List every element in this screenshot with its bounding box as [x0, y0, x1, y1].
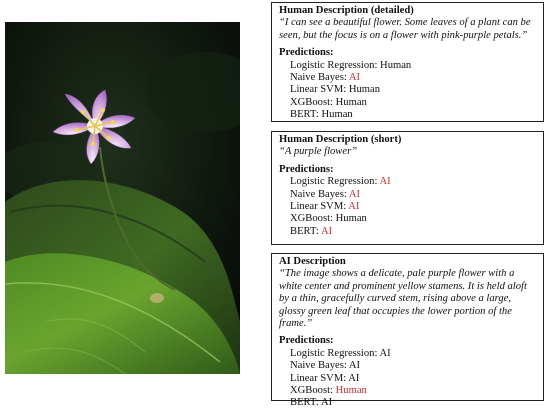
predictions-list — [279, 348, 536, 410]
predictions-list — [279, 176, 536, 238]
panel-ai-description — [271, 253, 544, 409]
description-quote: “The image shows a delicate, pale purple flower with a white center and prominent yellow stamens. It is held aloft by a thin, gracefully curved stem, rising above a large, glossy green leaf that occupies the lower portion of the frame.” — [279, 268, 527, 330]
prediction-row — [290, 189, 536, 201]
prediction-row — [290, 97, 536, 109]
predictions-title: Predictions: — [279, 47, 334, 59]
model-name: Linear SVM: — [290, 84, 347, 96]
prediction-row — [290, 385, 536, 397]
model-name: Naive Bayes: — [290, 360, 347, 372]
prediction-row — [290, 176, 536, 188]
model-name: Linear SVM: — [290, 372, 347, 384]
model-name: BERT: — [290, 225, 319, 237]
flower-photo — [5, 22, 240, 374]
prediction-label-wrong: AI — [348, 72, 361, 84]
prediction-row — [290, 360, 536, 372]
model-name: Naive Bayes: — [290, 72, 347, 84]
panel-human-short — [271, 131, 544, 245]
prediction-label: AI — [348, 360, 361, 372]
model-name: XGBoost: — [290, 96, 333, 108]
model-name: XGBoost: — [290, 385, 333, 397]
prediction-label-wrong: AI — [348, 188, 361, 200]
prediction-row — [290, 226, 536, 238]
predictions-title: Predictions: — [279, 163, 334, 175]
model-name: Linear SVM: — [290, 201, 347, 213]
prediction-label-wrong: Human — [335, 385, 367, 397]
description-quote: “A purple flower” — [279, 146, 358, 158]
prediction-row — [290, 60, 536, 72]
model-name: Logistic Regression: — [290, 347, 378, 359]
prediction-label: Human — [348, 84, 381, 96]
prediction-label-wrong: AI — [348, 201, 360, 213]
prediction-row — [290, 201, 536, 213]
prediction-row — [290, 72, 536, 84]
model-name: Logistic Regression: — [290, 176, 378, 188]
model-name: Naive Bayes: — [290, 188, 347, 200]
panel-heading: Human Description (short) — [279, 134, 402, 145]
predictions-title: Predictions: — [279, 335, 334, 347]
panel-human-detailed — [271, 2, 544, 122]
prediction-row — [290, 213, 536, 225]
flower-photo-drawing — [5, 22, 240, 374]
panel-heading: AI Description — [279, 256, 346, 267]
prediction-label: Human — [335, 96, 367, 108]
prediction-label: Human — [380, 59, 412, 71]
description-quote: “I can see a beautiful flower. Some leaves of a plant can be seen, but the focus is on a flower with pink-purple petals.” — [279, 17, 531, 41]
prediction-label: AI — [379, 347, 391, 359]
prediction-row — [290, 84, 536, 96]
prediction-row — [290, 373, 536, 385]
prediction-row — [290, 348, 536, 360]
panel-heading: Human Description (detailed) — [279, 5, 414, 16]
model-name: XGBoost: — [290, 213, 333, 225]
prediction-label: AI — [320, 397, 333, 409]
prediction-label: Human — [321, 109, 353, 121]
model-name: Logistic Regression: — [290, 59, 378, 71]
prediction-row — [290, 109, 536, 121]
model-name: BERT: — [290, 109, 319, 121]
prediction-label-wrong: AI — [379, 176, 391, 188]
prediction-label: AI — [348, 372, 360, 384]
prediction-label: Human — [335, 213, 367, 225]
predictions-list — [279, 60, 536, 122]
prediction-label-wrong: AI — [320, 225, 333, 237]
model-name: BERT: — [290, 397, 319, 409]
